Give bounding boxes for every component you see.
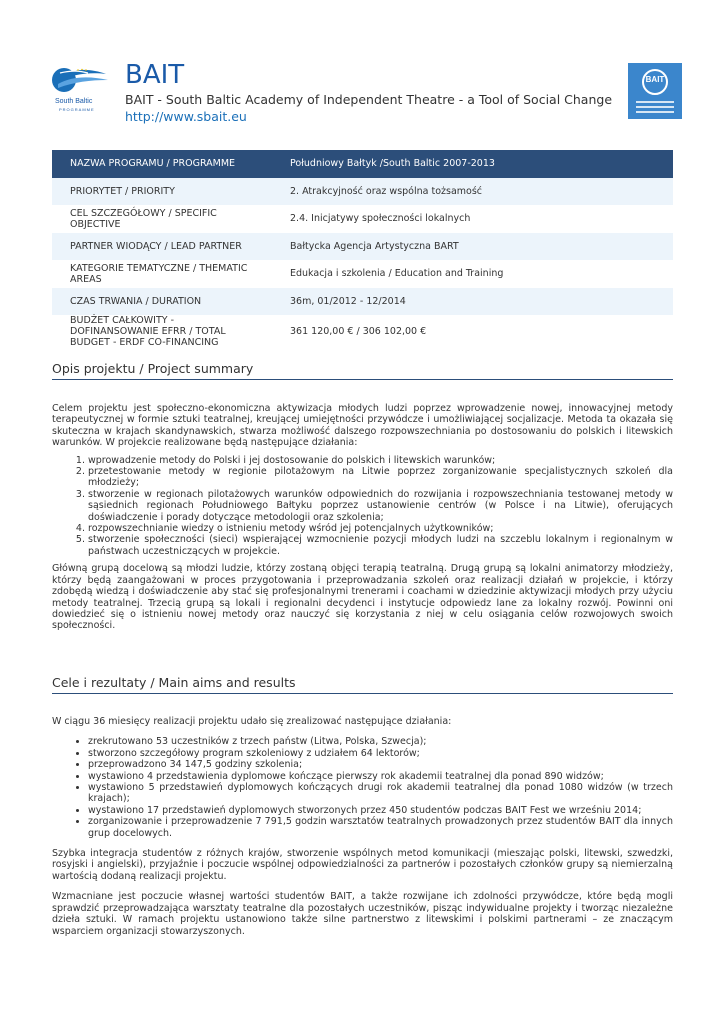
summary-heading: Opis projektu / Project summary [52, 361, 673, 380]
list-item: 2. przetestowanie metody w regionie pilotażowym na Litwie poprzez zorganizowanie specjalistycznych szkoleń dla młodzieży; [88, 466, 673, 489]
table-key: KATEGORIE TEMATYCZNE / THEMATIC AREAS [70, 262, 248, 285]
results-para-1: Szybka integracja studentów z różnych krajów, stworzenie wspólnych metod komunikacji (mieszając polski, litewski, szwedzki, rosyjski i angielski), przyjaźnie i poczucie wspólnej odpowiedzialności za partnerów i pozostałych członków grupy są niemierzalną wartością dodaną realizacji projektu. [52, 848, 673, 882]
table-value: Edukacja i szkolenia / Education and Training [290, 268, 504, 280]
table-row [52, 150, 673, 178]
logo-left-text: South Baltic [55, 98, 93, 105]
list-item: • wystawiono 4 przedstawienia dyplomowe kończące pierwszy rok akademii teatralnej dla ponad 890 widzów; [88, 771, 673, 782]
waves-icon [50, 64, 110, 98]
list-item: 5. stworzenie społeczności (sieci) wspierającej wzmocnienie pozycji młodych ludzi na szczeblu lokalnym i regionalnym w państwach uczestniczących w projekcie. [88, 534, 673, 557]
table-key: BUDŻET CAŁKOWITY - DOFINANSOWANIE EFRR / TOTAL BUDGET - ERDF CO-FINANCING [70, 315, 226, 348]
document-header [0, 0, 725, 140]
south-baltic-logo [50, 64, 110, 114]
list-item: • stworzono szczegółowy program szkoleniowy z udziałem 64 lektorów; [88, 748, 673, 759]
table-row [52, 178, 673, 206]
results-heading: Cele i rezultaty / Main aims and results [52, 675, 673, 694]
table-value: 2.4. Inicjatywy społeczności lokalnych [290, 213, 471, 225]
table-row [52, 260, 673, 288]
table-key: NAZWA PROGRAMU / PROGRAMME [52, 150, 272, 178]
results-para-2: Wzmacniane jest poczucie własnej wartości studentów BAIT, a także rozwijane ich zdolności przywódcze, które będą mogli sprawdzić przeprowadzająca warsztaty teatralne dla pozostałych uczestników, pisząc indywidualne projekty i tworząc niezależne dzieła sztuki. W ramach projektu ustanowiono także silne partnerstwo z litewskimi i polskimi partnerami – ze znaczącym wsparciem organizacji stowarzyszonych. [52, 891, 673, 937]
summary-outro: Główną grupą docelową są młodzi ludzie, którzy zostaną objęci terapią teatralną. Drugą grupą są lokalni animatorzy młodzieży, którzy będą zaangażowani w proces przygotowania i przeprowadzania szkoleń oraz realizacji działań w projekcie, i którzy zdobędą wiedzą i doświadczenie aby stać się profesjonalnymi trenerami i coachami w dziedzinie aktywizacji młodych przy użyciu metody teatralnej. Trzecią grupą są lokali i regionalni decydenci i instytucje odpowiedz lane za lokalny rozwój. Powinni oni dowiedzieć się o istnieniu nowej metody oraz nauczyć się korzystania z niej w celu osiągania celów rozwojowych swoich społeczności. [52, 563, 673, 632]
summary-body [52, 403, 673, 632]
summary-list [52, 455, 673, 558]
page-title: BAIT [125, 60, 185, 90]
list-item: • zrekrutowano 53 uczestników z trzech państw (Litwa, Polska, Szwecja); [88, 736, 673, 747]
table-key: PARTNER WIODĄCY / LEAD PARTNER [52, 233, 272, 261]
table-value: Bałtycka Agencja Artystyczna BART [272, 233, 673, 261]
table-row [52, 288, 673, 316]
logo-lines [636, 101, 674, 116]
list-item: 4. rozpowszechnianie wiedzy o istnieniu metody wśród jej potencjalnych użytkowników; [88, 523, 673, 534]
table-key: CZAS TRWANIA / DURATION [52, 288, 272, 316]
table-value: 2. Atrakcyjność oraz wspólna tożsamość [272, 178, 673, 206]
results-intro: W ciągu 36 miesięcy realizacji projektu udało się zrealizować następujące działania: [52, 716, 452, 727]
table-value: Południowy Bałtyk /South Baltic 2007-2013 [272, 150, 673, 178]
summary-intro: Celem projektu jest społeczno-ekonomiczna aktywizacja młodych ludzi poprzez wprowadzenie nowej, innowacyjnej metody terapeutycznej w formie sztuki teatralnej, kreującej umiejętności przywódcze i umożliwiającej socjalizacje. Metoda ta okazała się skuteczna w krajach skandynawskich, stwarza możliwość dalszego rozpowszechniania po dostosowaniu do polskich i litewskich warunków. W projekcie realizowane będą następujące działania: [52, 403, 673, 449]
project-url-link[interactable]: http://www.sbait.eu [125, 109, 247, 124]
project-info-table [52, 150, 673, 348]
list-item: • wystawiono 5 przedstawień dyplomowych kończących drugi rok akademii teatralnej dla ponad 1080 widzów (w trzech krajach); [88, 782, 673, 805]
table-row [52, 315, 673, 348]
list-item: 1. wprowadzenie metody do Polski i jej dostosowanie do polskich i litewskich warunków; [88, 455, 673, 466]
bait-logo [628, 63, 682, 119]
results-body [52, 716, 673, 937]
table-row [52, 233, 673, 261]
list-item: • zorganizowanie i przeprowadzenie 7 791,5 godzin warsztatów teatralnych prowadzonych przez studentów BAIT dla innych grup docelowych. [88, 816, 673, 839]
table-key: PRIORYTET / PRIORITY [52, 178, 272, 206]
table-value: 361 120,00 € / 306 102,00 € [290, 326, 427, 337]
table-key: CEL SZCZEGÓŁOWY / SPECIFIC OBJECTIVE [70, 207, 217, 230]
list-item: 3. stworzenie w regionach pilotażowych warunków odpowiednich do rozwijania i rozpowszechniania testowanej metody w sąsiednich regionach Południowego Bałtyku poprzez ustanowienie centrów (w Polsce i na Litwie), oferujących doświadczenie i porady dotyczące metodologii oraz szkolenia; [88, 489, 673, 523]
results-list [52, 736, 673, 839]
list-item: • przeprowadzono 34 147,5 godziny szkolenia; [88, 759, 673, 770]
logo-left-sub: PROGRAMME [59, 107, 95, 112]
table-row [52, 205, 673, 233]
table-value: 36m, 01/2012 - 12/2014 [272, 288, 673, 316]
page-subtitle: BAIT - South Baltic Academy of Independent Theatre - a Tool of Social Change [125, 92, 613, 107]
list-item: • wystawiono 17 przedstawień dyplomowych stworzonych przez 450 studentów podczas BAIT Fest we wrześniu 2014; [88, 805, 673, 816]
logo-right-text: BAIT [645, 75, 665, 84]
